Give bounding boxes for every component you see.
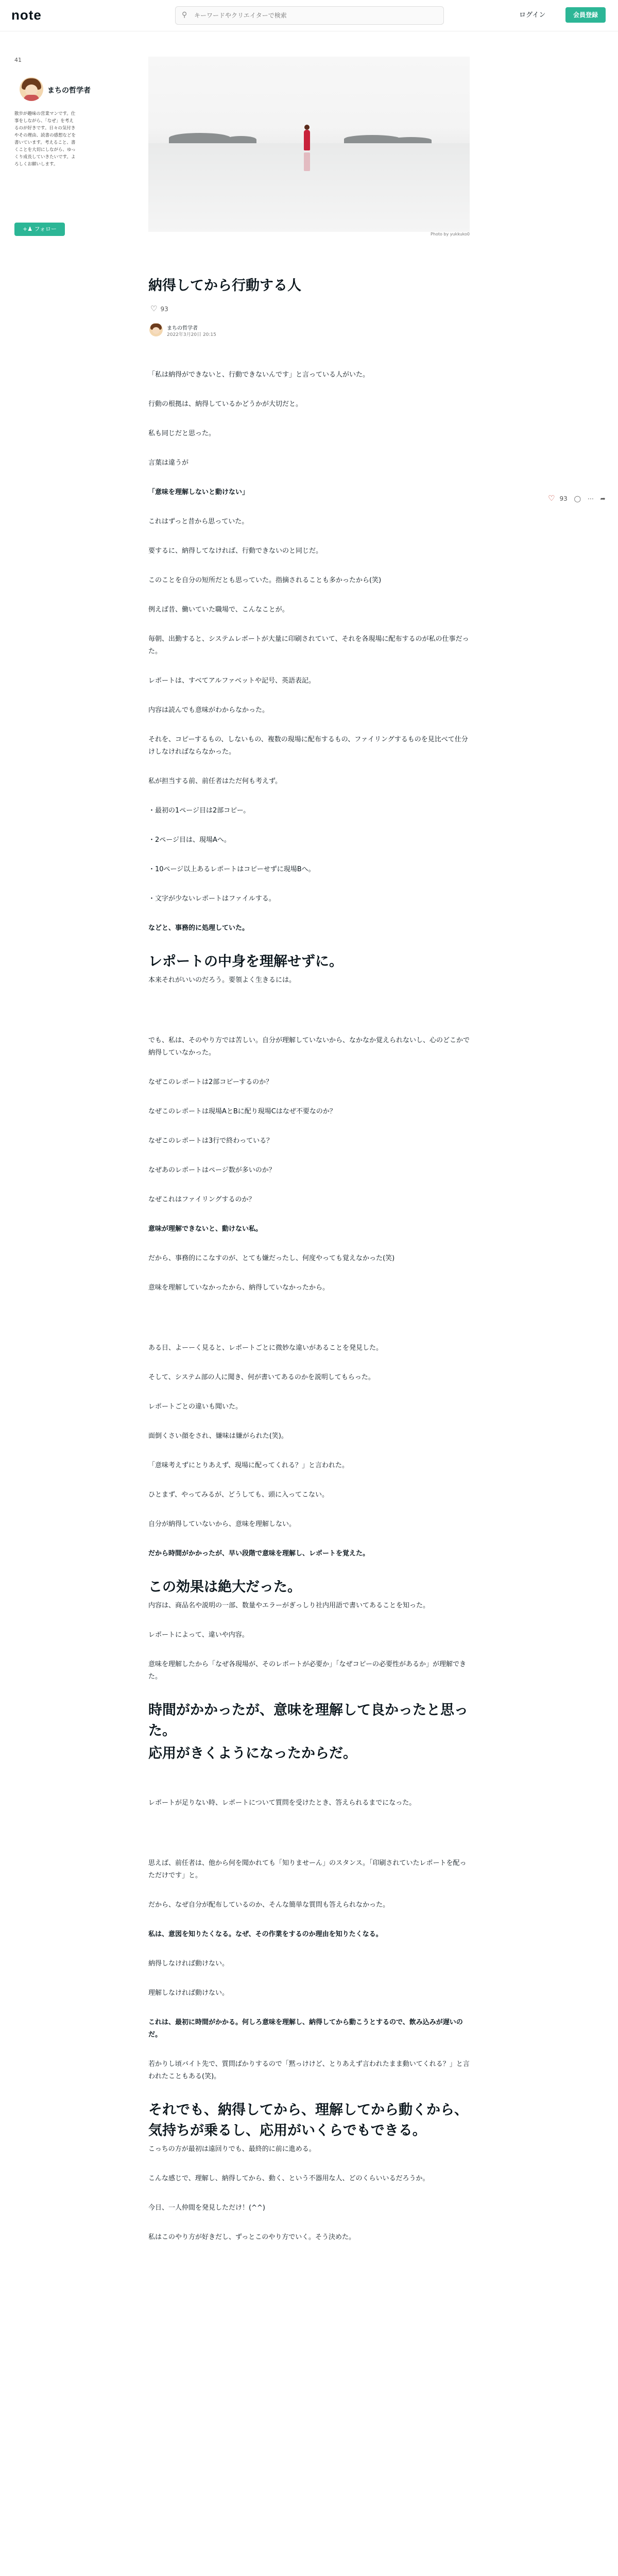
paragraph: だから、なぜ自分が配布しているのか、そんな簡単な質問も答えられなかった。 (148, 1901, 390, 1909)
paragraph: なぜこのレポートは現場AとBに配り現場Cはなぜ不要なのか？ (148, 1108, 336, 1115)
section-heading: この効果は絶大だった。 (148, 1579, 301, 1595)
follow-button[interactable] (14, 223, 65, 236)
creator-bio: 散歩が趣味の営業マンです。仕事をしながら、「なぜ」を考えるのが好きです。日々の気付きやその理由、読書の感想などを書いています。考えること、書くことを大切にしながら、ゆっくり成長していきたいです。よろしくお願いします。 (14, 111, 76, 167)
article-title: 納得してから行動する人 (148, 278, 301, 294)
user-plus-icon: +♟ (22, 226, 35, 232)
paragraph: これはずっと昔から思っていた。 (148, 518, 249, 526)
paragraph: 毎朝、出勤すると、システムレポートが大量に印刷されていて、それを各現場に配布するのが私の仕事だった。 (148, 635, 469, 655)
heart-icon[interactable]: ♡ (548, 494, 555, 503)
bold-paragraph: 意味が理解できないと、動けない私。 (148, 1225, 263, 1233)
article-body (148, 369, 470, 2261)
paragraph: 例えば昔、働いていた職場で、こんなことが。 (148, 606, 289, 614)
paragraph: 言葉は違うが (148, 459, 189, 467)
paragraph: なぜこのレポートは3行で終わっている？ (148, 1137, 273, 1145)
publish-date: 2022年3月20日 20:15 (167, 332, 216, 337)
spacer (148, 1004, 470, 1035)
login-link[interactable]: ログイン (519, 11, 546, 19)
paragraph: ある日、よーーく見ると、レポートごとに微妙な違いがあることを発見した。 (148, 1344, 383, 1352)
paragraph: 理解しなければ動けない。 (148, 1989, 229, 1997)
spacer (148, 1311, 470, 1342)
paragraph: なぜあのレポートはページ数が多いのか？ (148, 1166, 276, 1174)
section-heading: レポートの中身を理解せずに。 (148, 954, 343, 970)
paragraph: 意味を理解したから「なぜ各現場が、そのレポートが必要か」「なぜコピーの必要性があるか」が理解できた。 (148, 1660, 466, 1681)
paragraph: ・文字が少ないレポートはファイルする。 (148, 895, 276, 903)
paragraph: そして、システム部の人に聞き、何が書いてあるのかを説明してもらった。 (148, 1374, 375, 1381)
creator-avatar[interactable] (20, 77, 43, 101)
paragraph: 私が担当する前、前任者はただ何も考えず。 (148, 777, 282, 785)
paragraph: 若かりし頃バイト先で、質問ばかりするので「黙っけけど、とりあえず言われたまま動いてくれる？」と言われたこともある(笑)。 (148, 2060, 470, 2080)
section-heading: 応用がきくようになったからだ。 (148, 1745, 357, 1761)
creator-sidebar (14, 57, 91, 232)
paragraph: 意味を理解していなかったから、納得していなかったから。 (148, 1284, 330, 1292)
spacer (148, 1766, 470, 1797)
share-icon[interactable]: ➦ (600, 495, 606, 502)
like-count: 93 (160, 306, 168, 313)
bold-paragraph: だから時間がかかったが、早い段階で意味を理解し、レポートを覚えた。 (148, 1550, 370, 1557)
paragraph: 内容は、商品名や説明の一部、数量やエラーがぎっしり社内用語で書いてあることを知った。 (148, 1602, 430, 1609)
section-heading: それでも、納得してから、理解してから動くから、気持ちが乗るし、応用がいくらでもできる。 (148, 2102, 468, 2139)
paragraph: 納得しなければ動けない。 (148, 1960, 229, 1968)
like-count-row[interactable] (150, 304, 168, 313)
header-image (148, 57, 470, 232)
floating-like-count: 93 (559, 495, 568, 502)
paragraph: 行動の根拠は、納得しているかどうかが大切だと。 (148, 400, 303, 408)
paragraph: レポートごとの違いも聞いた。 (148, 1403, 243, 1411)
paragraph: こっちの方が最初は遠回りでも、最終的に前に進める。 (148, 2145, 316, 2153)
search-box[interactable] (175, 6, 444, 25)
floating-actions (548, 494, 610, 503)
paragraph: ・2ページ目は、現場Aへ。 (148, 836, 231, 844)
bold-paragraph: これは、最初に時間がかかる。何しろ意味を理解し、納得してから動こうとするので、飲み込みが遅いのだ。 (148, 2019, 463, 2039)
paragraph: ・10ページ以上あるレポートはコピーせずに現場Bへ。 (148, 866, 315, 873)
paragraph: 内容は読んでも意味がわからなかった。 (148, 706, 269, 714)
paragraph: それを、コピーするもの、しないもの、複数の現場に配布するもの、ファイリングするものを見比べて仕分けしなければならなかった。 (148, 736, 468, 756)
paragraph: 自分が納得していないから、意味を理解しない。 (148, 1520, 296, 1528)
paragraph: 面倒くさい顔をされ、嫌味は嫌がられた(笑)。 (148, 1432, 288, 1440)
author-name[interactable]: まちの哲学者 (167, 326, 198, 331)
paragraph: このことを自分の短所だとも思っていた。指摘されることも多かったから(笑) (148, 577, 382, 584)
signup-button[interactable]: 会員登録 (565, 7, 606, 23)
creator-name[interactable]: まちの哲学者 (47, 87, 91, 95)
sidebar-count: 41 (14, 57, 22, 63)
paragraph: なぜこのレポートは2部コピーするのか？ (148, 1078, 273, 1086)
paragraph: ・最初の1ページ目は2部コピー。 (148, 807, 250, 815)
heart-icon[interactable]: ♡ (150, 304, 158, 313)
paragraph: こんな感じで、理解し、納得してから、動く、という不器用な人、どのくらいいるだろうか。 (148, 2175, 430, 2182)
bold-paragraph: 私は、意図を知りたくなる。なぜ、その作業をするのか理由を知りたくなる。 (148, 1930, 383, 1938)
paragraph: ひとまず、やってみるが、どうしても、頭に入ってこない。 (148, 1491, 329, 1499)
search-input[interactable] (193, 10, 437, 21)
photo-credit[interactable]: Photo by yukkuko0 (431, 232, 470, 236)
paragraph: だから、事務的にこなすのが、とても嫌だったし、何度やっても覚えなかった(笑) (148, 1255, 395, 1262)
paragraph: 本来それがいいのだろう。要領よく生きるには。 (148, 976, 296, 984)
site-header (0, 0, 618, 31)
paragraph: レポートによって、違いや内容。 (148, 1631, 249, 1639)
paragraph: 今日、一人仲間を発見しただけ！(^^) (148, 2204, 265, 2212)
author-avatar[interactable] (149, 323, 163, 336)
note-logo[interactable]: note (11, 7, 42, 23)
bold-paragraph: 「意味を理解しないと動けない」 (148, 488, 249, 496)
paragraph: 私も同じだと思った。 (148, 430, 216, 437)
paragraph: 思えば、前任者は、他から何を聞かれても「知りませーん」のスタンス。「印刷されていたレポートを配っただけです」と。 (148, 1859, 467, 1879)
paragraph: レポートが足りない時、レポートについて質問を受けたとき、答えられるまでになった。 (148, 1799, 416, 1807)
section-heading: 時間がかかったが、意味を理解して良かったと思った。 (148, 1702, 468, 1739)
paragraph: でも、私は、そのやり方では苦しい。自分が理解していないから、なかなか覚えられないし、心のどこかで納得していなかった。 (148, 1037, 470, 1057)
follow-label: フォロー (34, 226, 57, 232)
paragraph: 「私は納得ができないと、行動できないんです」と言っている人がいた。 (148, 371, 370, 379)
paragraph: 私はこのやり方が好きだし、ずっとこのやり方でいく。そう決めた。 (148, 2233, 355, 2241)
spacer (148, 1826, 470, 1857)
paragraph: レポートは、すべてアルファベットや記号、英語表記。 (148, 677, 315, 685)
bold-paragraph: などと、事務的に処理していた。 (148, 924, 249, 932)
more-icon[interactable]: ⋯ (587, 495, 594, 502)
paragraph: なぜこれはファイリングするのか？ (148, 1196, 255, 1204)
search-icon: ⚲ (182, 11, 187, 19)
paragraph: 要するに、納得してなければ、行動できないのと同じだ。 (148, 547, 323, 555)
comment-icon[interactable]: ◯ (574, 495, 581, 502)
paragraph: 「意味考えずにとりあえず、現場に配ってくれる？」と言われた。 (148, 1462, 349, 1469)
